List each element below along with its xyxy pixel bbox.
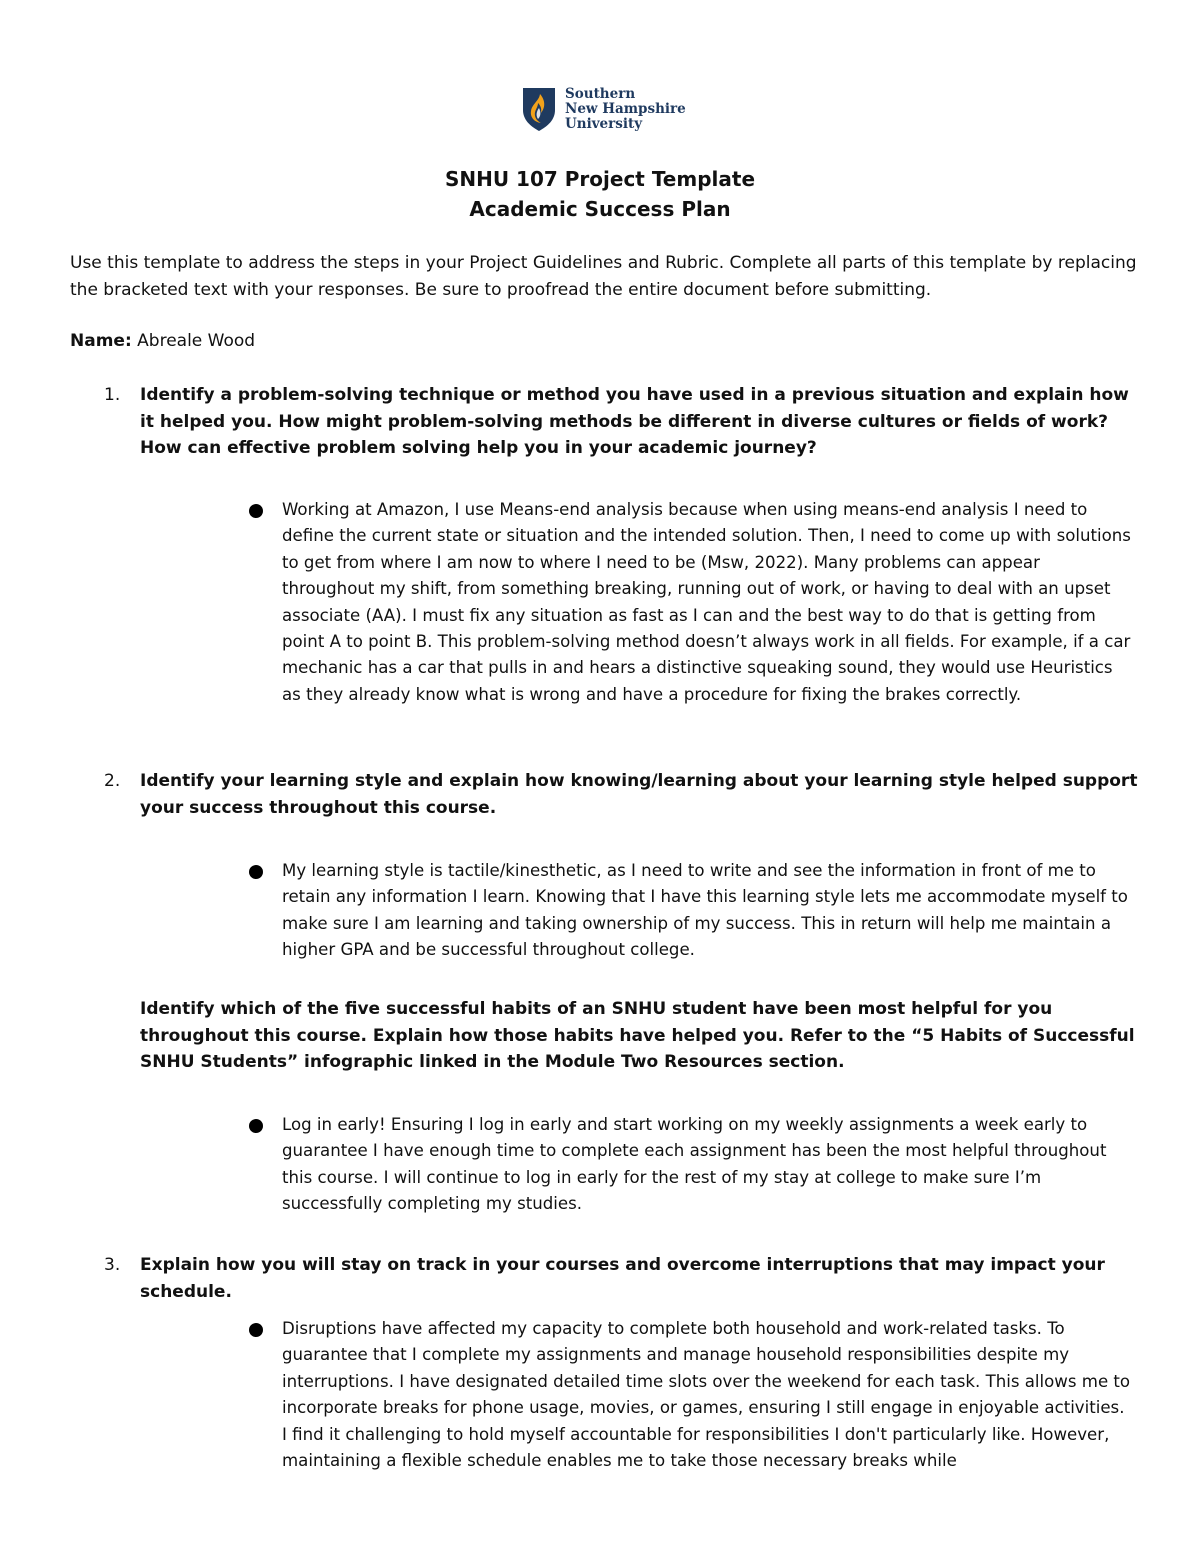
answer-text: My learning style is tactile/kinesthetic, as I need to write and see the information in front of me to retain any information I learn. Knowing that I have this learning style lets me accommodate myself to make sure I am learning and taking ownership of my success. This in return will help me maintain a higher GPA and be successful throughout college. [282,861,1128,960]
shield-flame-icon [521,86,557,132]
question-number: 3. [104,1255,121,1275]
answer-1 [282,497,1132,708]
question-habits [140,996,1140,1076]
university-logo [521,84,686,134]
answer-text: Log in early! Ensuring I log in early and start working on my weekly assignments a week early to guarantee I have enough time to complete each assignment has been the most helpful throughout this course. I will continue to log in early for the rest of my stay at college to make sure I’m successfully completing my studies. [282,1115,1107,1214]
bullet-icon [249,865,263,879]
question-number: 2. [104,771,121,791]
question-1 [104,382,1140,462]
document-title: SNHU 107 Project Template [444,167,756,191]
bullet-icon [249,504,263,518]
name-label: Name: [70,331,132,351]
question-text: Explain how you will stay on track in your courses and overcome interruptions that may impact your schedule. [140,1255,1105,1302]
question-text: Identify which of the five successful habits of an SNHU student have been most helpful for you throughout this course. Explain how those habits have helped you. Refer to the “5 Habits of Successful SNHU Students” infographic linked in the Module Two Resources section. [140,999,1135,1072]
logo-line-1: Southern [565,85,636,102]
answer-3 [282,1316,1132,1474]
answer-text: Disruptions have affected my capacity to complete both household and work-related tasks. To guarantee that I complete my assignments and manage household responsibilities despite my interruptions. I have designated detailed time slots over the weekend for each task. This allows me to incorporate breaks for phone usage, movies, or games, ensuring I still engage in enjoyable activities. I find it challenging to hold myself accountable for responsibilities I don't particularly like. However, maintaining a flexible schedule enables me to take those necessary breaks while [282,1319,1131,1471]
question-2 [104,768,1140,821]
logo-wordmark [565,87,686,132]
logo-line-3: University [565,115,643,132]
answer-text: Working at Amazon, I use Means-end analysis because when using means-end analysis I need to define the current state or situation and the intended solution. Then, I need to come up with solutions to get from where I am now to where I need to be (Msw, 2022). Many problems can appear throughout my shift, from something breaking, running out of work, or having to deal with an upset associate (AA). I must fix any situation as fast as I can and the best way to do that is getting from point A to point B. This problem-solving method doesn’t always work in all fields. For example, if a car mechanic has a car that pulls in and hears a distinctive squeaking sound, they would use Heuristics as they already know what is wrong and have a procedure for fixing the brakes correctly. [282,500,1131,704]
answer-habits [282,1112,1132,1218]
question-number: 1. [104,385,121,405]
bullet-icon [249,1119,263,1133]
intro-paragraph: Use this template to address the steps in your Project Guidelines and Rubric. Complete all parts of this template by replacing the bracketed text with your responses. Be sure to proofread the entire document before submitting. [70,253,1137,300]
name-value: Abreale Wood [137,331,256,351]
document-subtitle: Academic Success Plan [469,197,731,221]
question-text: Identify your learning style and explain how knowing/learning about your learning style helped support your success throughout this course. [140,771,1138,818]
logo-line-2: New Hampshire [565,100,686,117]
question-text: Identify a problem-solving technique or method you have used in a previous situation and explain how it helped you. How might problem-solving methods be different in diverse cultures or fields of work? How can effective problem solving help you in your academic journey? [140,385,1129,458]
bullet-icon [249,1323,263,1337]
answer-2 [282,858,1132,964]
question-3 [104,1252,1140,1305]
name-line [70,328,255,355]
